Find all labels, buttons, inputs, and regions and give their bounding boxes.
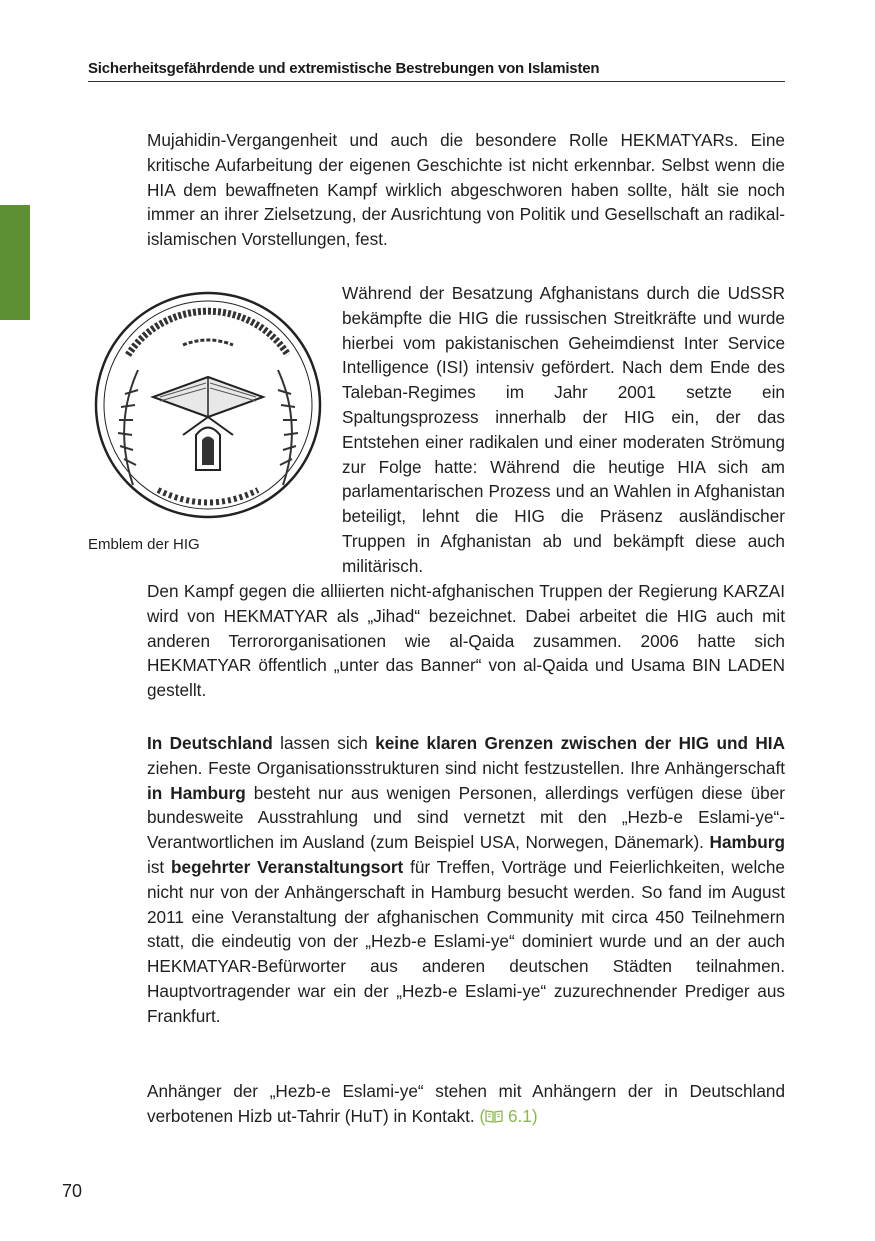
text-run: für Treffen, Vorträge und Feierlichkeiten, welche nicht nur von der Anhängerschaft in Hamburg besucht werden. So fand im August 2011 eine Veranstaltung der afghanischen Community mit circa 450 Teilnehmern statt, die eindeutig von der „Hezb-e Eslami-ye“ dominiert wurde und an der auch HEKMATYAR-Befürworter aus anderen deutschen Städten teilnahmen. Hauptvortragender war ein der „Hezb-e Eslami-ye“ zuzurechnender Prediger aus Frankfurt.: [147, 856, 785, 1026]
paragraph-2-continued: Den Kampf gegen die alliierten nicht-afghanischen Truppen der Regierung KARZAI wird von HEKMATYAR als „Jihad“ bezeichnet. Dabei arbeitet die HIG auch mit anderen Terrororganisationen wie al-Qaida zusammen. 2006 hatte sich HEKMATYAR öffentlich „unter das Banner“ von al-Qaida und Usama BIN LADEN gestellt.: [147, 581, 785, 701]
paragraph-2-side: Während der Besatzung Afghanistans durch die UdSSR bekämpfte die HIG die russischen Streitkräfte und wurde hierbei vom pakistanischen Geheimdienst Inter Service Intelligence (ISI) intensiv gefördert. Nach dem Ende des Taleban-Regimes im Jahr 2001 setzte ein Spaltungsprozess innerhalb der HIG ein, der das Entstehen einer radikalen und einer moderaten Strömung zur Folge hatte: Während die heutige HIA sich am parlamentarischen Prozess und an Wahlen in Afghanistan beteiligt, lehnt die HIG die Präsenz ausländischer Truppen in Afghanistan ab und bekämpft diese auch militärisch.: [342, 283, 785, 576]
running-header: Sicherheitsgefährdende und extremistische Bestrebungen von Islamisten: [88, 60, 785, 82]
page-number: 70: [62, 1181, 83, 1201]
cross-reference-link[interactable]: ( 6.1): [479, 1105, 538, 1126]
text-run: ist: [147, 856, 172, 877]
figure-caption: Emblem der HIG: [88, 536, 200, 553]
bold-phrase: keine klaren Grenzen zwischen der HIG und HIA: [375, 733, 785, 753]
bold-phrase: In Deutschland: [147, 733, 273, 753]
text-run: Anhänger der „Hezb-e Eslami-ye“ stehen mit Anhängern der in Deutschland verbotenen Hizb ut-Tahrir (HuT) in Kontakt.: [147, 1081, 785, 1126]
emblem-seal-icon: [88, 285, 328, 525]
bold-phrase: begehrter Veranstaltungsort: [171, 856, 404, 877]
reference-number: 6.1: [507, 1105, 532, 1126]
book-icon: [485, 1106, 503, 1126]
paragraph-4: [147, 1079, 785, 1129]
text-run: lassen sich: [272, 733, 376, 753]
paragraph-1: Mujahidin-Vergangenheit und auch die besondere Rolle HEKMATYARs. Eine kritische Aufarbeitung der eigenen Geschichte ist nicht erkennbar. Selbst wenn die HIA dem bewaffneten Kampf wirklich abgeschworen haben sollte, hält sie noch immer an ihrer Zielsetzung, der Ausrichtung von Politik und Gesellschaft an radikal-islamischen Vorstellungen, fest.: [147, 130, 785, 250]
bold-phrase: in Hamburg: [147, 782, 246, 803]
chapter-tab-marker: [0, 205, 30, 320]
paragraph-3: [147, 731, 785, 1029]
text-run: ziehen. Feste Organisationsstrukturen sind nicht festzustellen. Ihre Anhängerschaft: [147, 757, 785, 778]
bold-phrase: Hamburg: [709, 832, 785, 853]
text-run: besteht nur aus wenigen Personen, allerdings verfügen diese über bundesweite Ausstrahlung und sind vernetzt mit den „Hezb-e Eslami-ye“-Verantwortlichen im Ausland (zum Beispiel USA, Norwegen, Dänemark).: [147, 782, 785, 853]
